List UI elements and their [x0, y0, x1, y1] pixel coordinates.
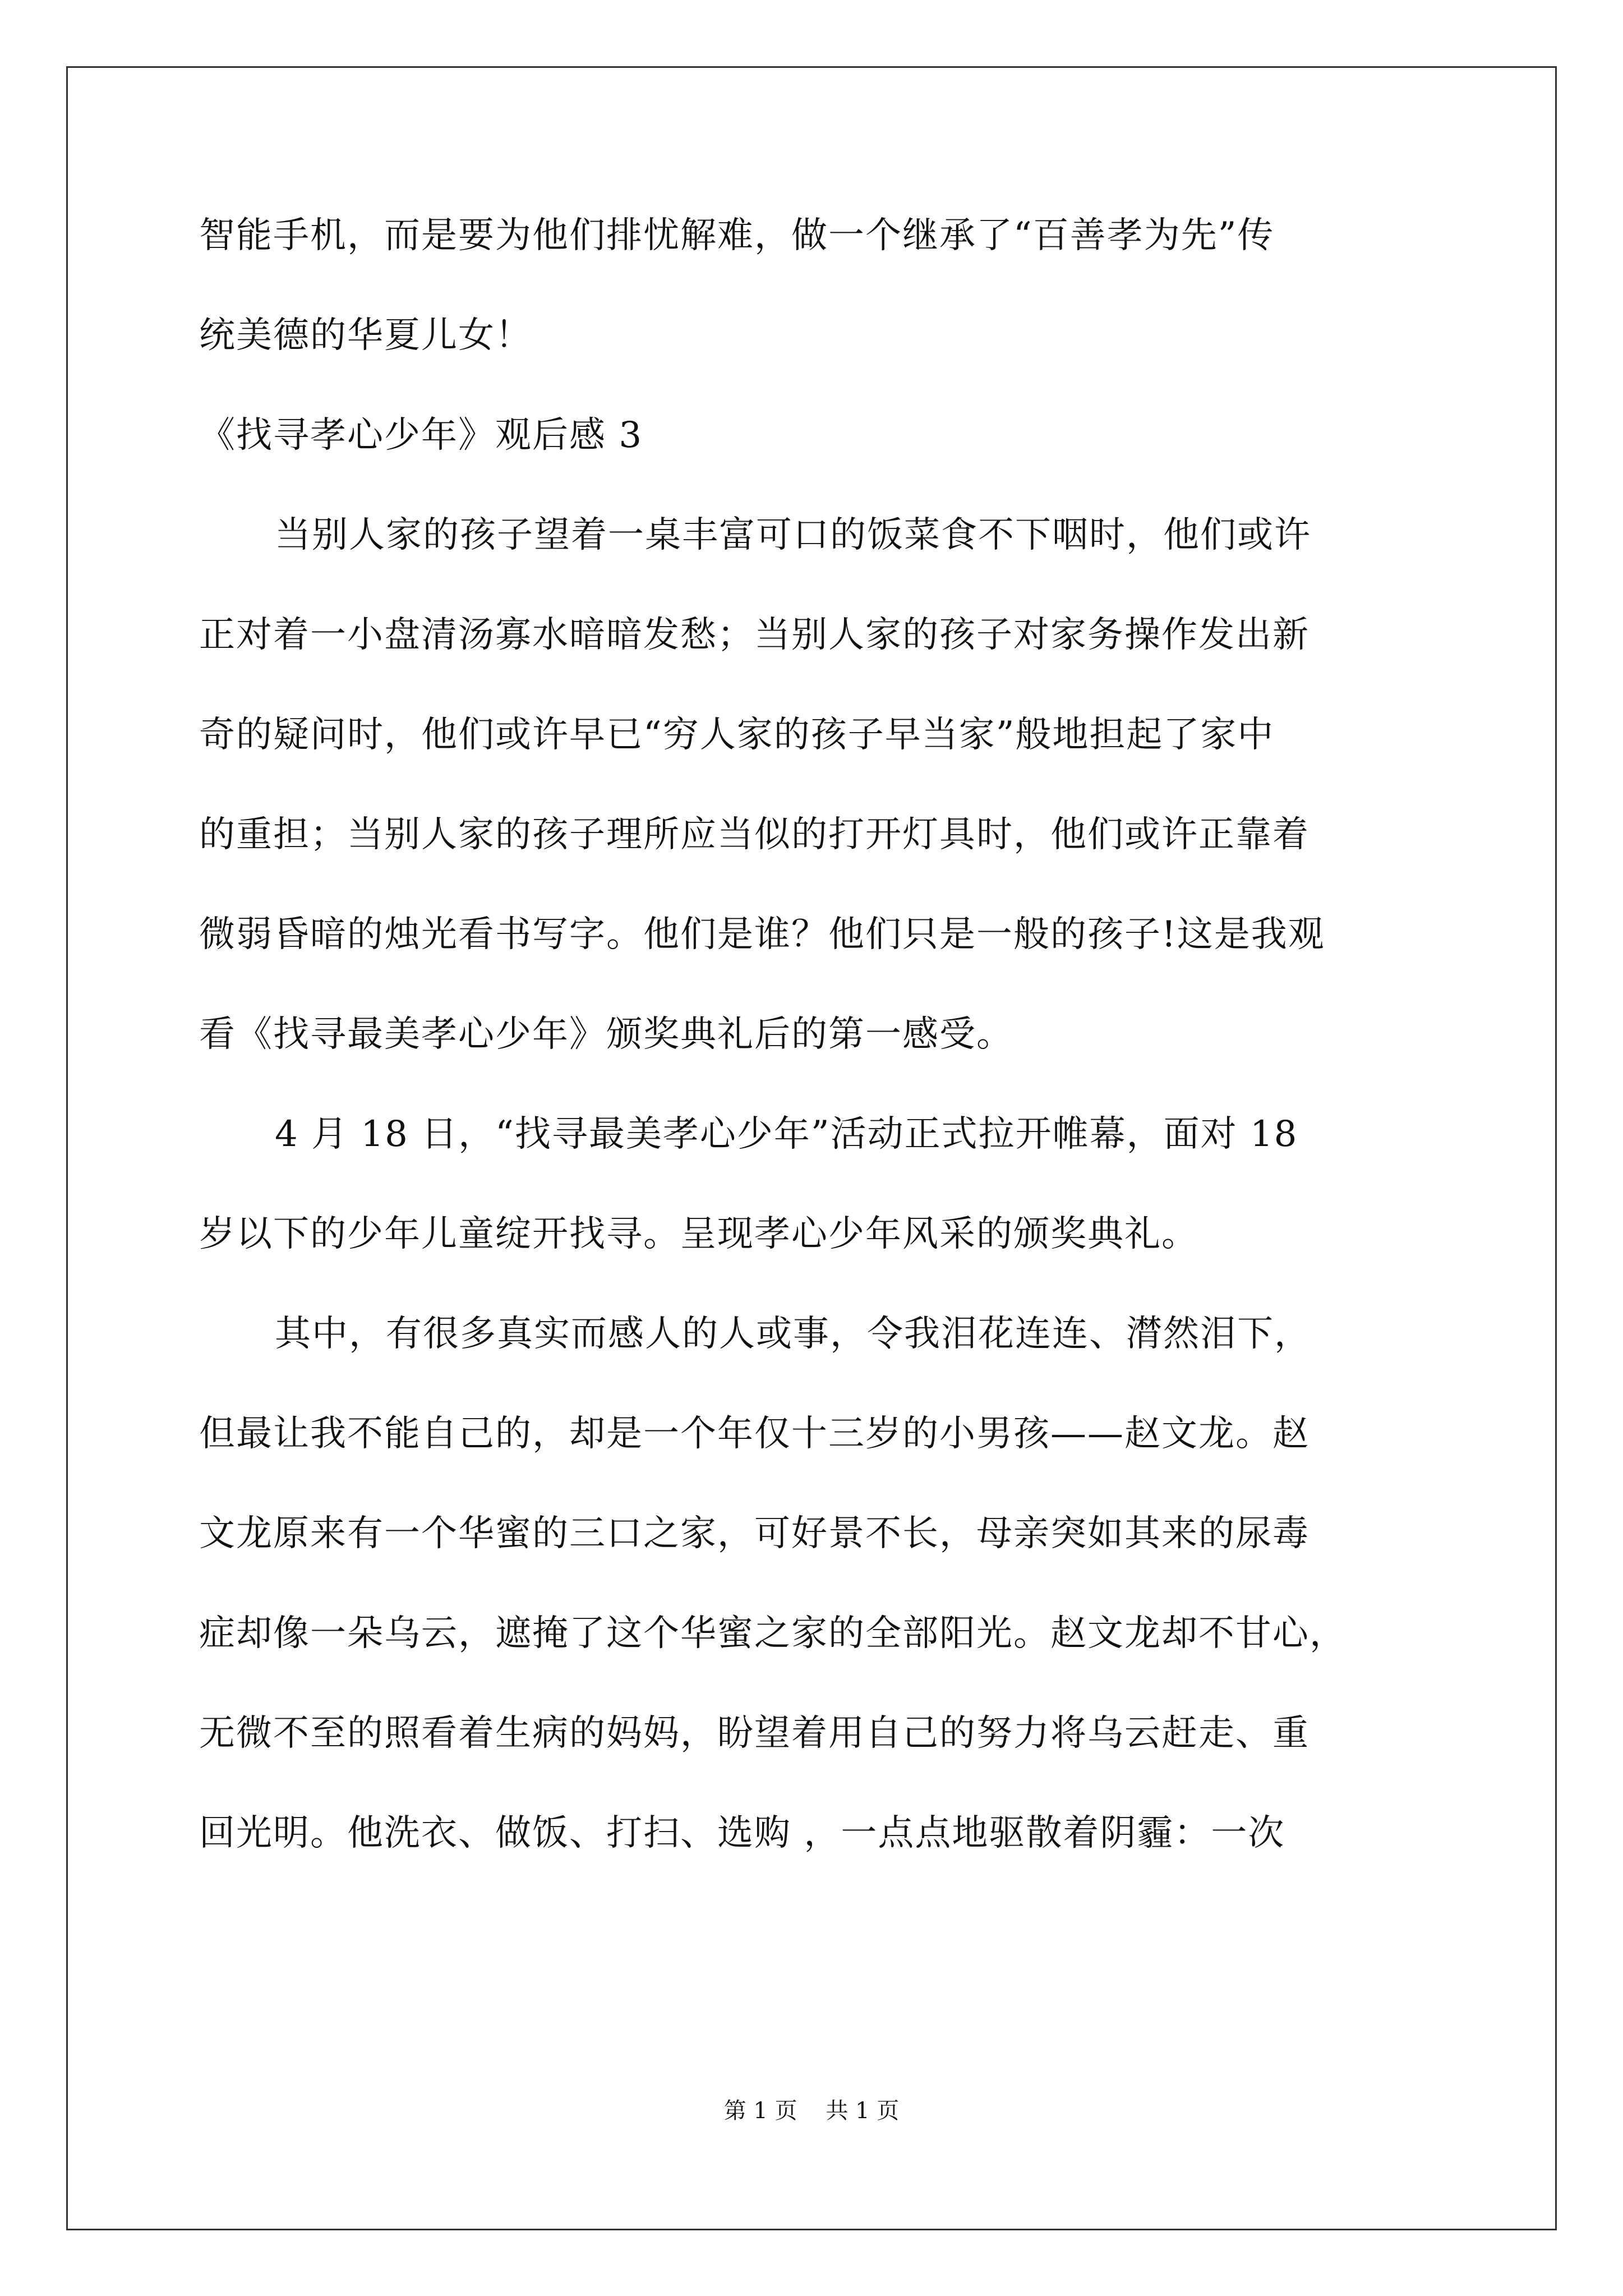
text-line: 微弱昏暗的烛光看书写字。他们是谁？他们只是一般的孩子!这是我观 [199, 914, 1325, 955]
text-line: 无微不至的照看着生病的妈妈，盼望着用自己的努力将乌云赶走、重 [199, 1713, 1310, 1754]
text-line: 当别人家的孩子望着一桌丰富可口的饭菜食不下咽时，他们或许 [275, 514, 1311, 556]
text-line: 看《找寻最美孝心少年》颁奖典礼后的第一感受。 [199, 1014, 1013, 1055]
text-line: 回光明。他洗衣、做饭、打扫、选购 ，一点点地驱散着阴霾：一次 [199, 1812, 1285, 1854]
text-line: 其中，有很多真实而感人的人或事，令我泪花连连、潸然泪下， [275, 1313, 1311, 1355]
text-line: 4 月 18 日，“找寻最美孝心少年”活动正式拉开帷幕，面对 18 [275, 1114, 1298, 1155]
document-body [199, 210, 1427, 1908]
text-line: 智能手机，而是要为他们排忧解难，做一个继承了“百善孝为先”传 [199, 215, 1275, 256]
text-line: 症却像一朵乌云，遮掩了这个华蜜之家的全部阳光。赵文龙却不甘心， [199, 1613, 1347, 1654]
text-line: 奇的疑问时，他们或许早已“穷人家的孩子早当家”般地担起了家中 [199, 714, 1275, 756]
text-line: 正对着一小盘清汤寡水暗暗发愁；当别人家的孩子对家务操作发出新 [199, 614, 1310, 656]
page-footer: 第 1 页 共 1 页 [723, 2098, 900, 2124]
text-line: 的重担；当别人家的孩子理所应当似的打开灯具时，他们或许正靠着 [199, 814, 1310, 855]
section-heading: 《找寻孝心少年》观后感 3 [199, 415, 643, 456]
text-line: 统美德的华夏儿女！ [199, 315, 532, 356]
text-line: 岁以下的少年儿童绽开找寻。呈现孝心少年风采的颁奖典礼。 [199, 1213, 1198, 1255]
text-line: 但最让我不能自己的，却是一个年仅十三岁的小男孩——赵文龙。赵 [199, 1413, 1310, 1455]
text-line: 文龙原来有一个华蜜的三口之家，可好景不长，母亲突如其来的尿毒 [199, 1513, 1310, 1554]
